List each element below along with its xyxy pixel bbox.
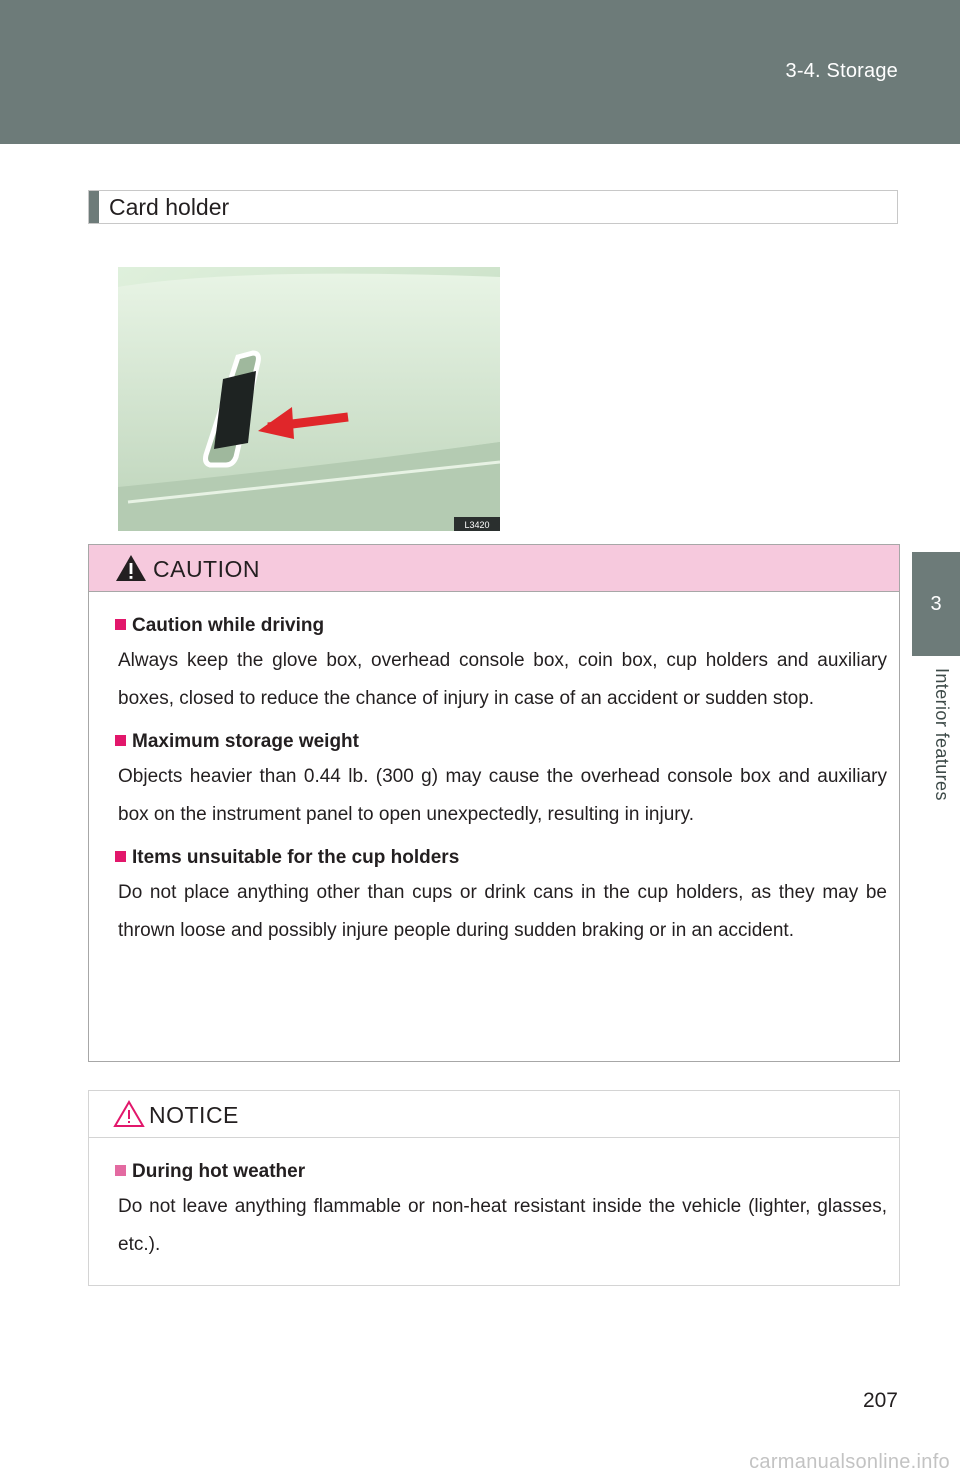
warning-triangle-icon [115, 554, 147, 582]
warning-triangle-outline-icon [113, 1100, 145, 1128]
caution-items [89, 592, 899, 950]
card-holder-photo [118, 267, 500, 531]
notice-box [88, 1090, 900, 1286]
square-bullet-icon [115, 1165, 126, 1176]
section-heading-bar [88, 190, 898, 224]
notice-header [89, 1091, 899, 1138]
header-section-title: 3-4. Storage [785, 60, 898, 82]
notice-items [89, 1138, 899, 1264]
square-bullet-icon [115, 735, 126, 746]
caution-item-title: Maximum storage weight [115, 726, 887, 758]
figure-code: L3420 [464, 520, 490, 530]
notice-item [115, 1156, 887, 1264]
section-heading-marker [89, 191, 99, 223]
caution-header [89, 545, 899, 592]
caution-item-title: Caution while driving [115, 610, 887, 642]
chapter-number: 3 [930, 592, 942, 615]
watermark: carmanualsonline.info [749, 1451, 950, 1473]
page-number: 207 [862, 1389, 898, 1412]
caution-item-body: Always keep the glove box, overhead console box, coin box, cup holders and auxiliary boxes, closed to reduce the chance of injury in case of an accident or sudden stop. [118, 650, 887, 709]
caution-item-title: Items unsuitable for the cup holders [115, 842, 887, 874]
chapter-tab[interactable] [912, 552, 960, 656]
caution-item-body: Do not place anything other than cups or drink cans in the cup holders, as they may be thrown loose and possibly injure people during sudden braking or in an accident. [118, 882, 887, 941]
section-title: Card holder [109, 194, 230, 220]
caution-heading: CAUTION [153, 556, 260, 582]
chapter-label: Interior features [932, 668, 952, 801]
notice-item-body: Do not leave anything flammable or non-heat resistant inside the vehicle (lighter, glasses, etc.). [118, 1196, 887, 1255]
notice-heading: NOTICE [149, 1102, 239, 1128]
caution-box [88, 544, 900, 1062]
caution-item [115, 726, 887, 834]
caution-item-body: Objects heavier than 0.44 lb. (300 g) may cause the overhead console box and auxiliary box on the instrument panel to open unexpectedly, resulting in injury. [118, 766, 887, 825]
square-bullet-icon [115, 619, 126, 630]
caution-item [115, 610, 887, 718]
caution-item [115, 842, 887, 950]
notice-item-title: During hot weather [115, 1156, 887, 1188]
square-bullet-icon [115, 851, 126, 862]
